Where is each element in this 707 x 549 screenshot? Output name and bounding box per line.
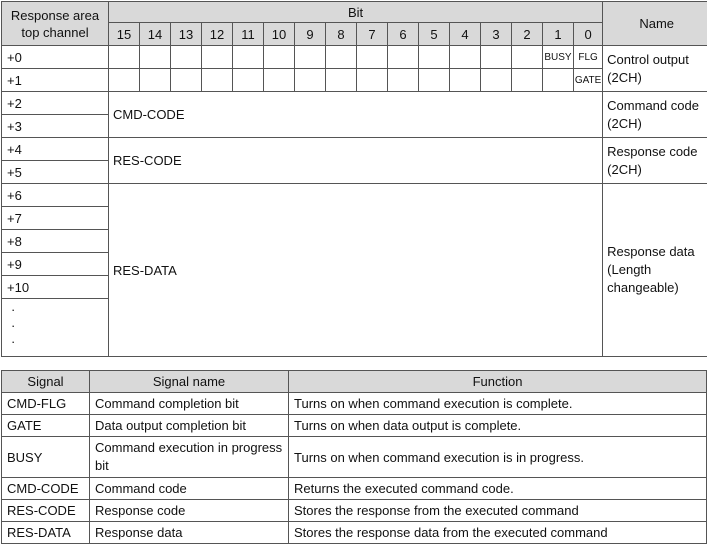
signal-cell: CMD-CODE xyxy=(2,478,90,500)
name-control-output: Control output (2CH) xyxy=(603,46,707,92)
signal-name-cell: Command code xyxy=(90,478,289,500)
bit-number: 11 xyxy=(233,23,264,46)
bit-cell xyxy=(481,46,512,69)
bit-number: 3 xyxy=(481,23,512,46)
signal-name-cell: Response data xyxy=(90,522,289,544)
channel-offset: +8 xyxy=(2,230,109,253)
bit-cell xyxy=(264,69,295,92)
response-area-table xyxy=(1,1,707,357)
bit-cell xyxy=(512,69,543,92)
bit-number: 12 xyxy=(202,23,233,46)
signal-name-cell: Data output completion bit xyxy=(90,415,289,437)
signal-table xyxy=(1,370,707,544)
bit-cell xyxy=(481,69,512,92)
bit-cell xyxy=(202,46,233,69)
channel-offset: +1 xyxy=(2,69,109,92)
channel-offset: +2 xyxy=(2,92,109,115)
function-cell: Turns on when command execution is complete. xyxy=(289,393,707,415)
bit-cell xyxy=(109,46,140,69)
bit-cell xyxy=(326,69,357,92)
bit-number: 8 xyxy=(326,23,357,46)
bit-cell xyxy=(419,46,450,69)
bit-number: 0 xyxy=(574,23,603,46)
channel-offset: +6 xyxy=(2,184,109,207)
channel-continuation-dots xyxy=(2,299,109,357)
bit-header: Bit xyxy=(109,2,603,23)
signal-name-header: Signal name xyxy=(90,371,289,393)
bit-cell xyxy=(388,46,419,69)
function-cell: Returns the executed command code. xyxy=(289,478,707,500)
signal-name-cell: Command completion bit xyxy=(90,393,289,415)
table-row xyxy=(2,437,707,478)
function-cell: Turns on when data output is complete. xyxy=(289,415,707,437)
signal-name-cell: Response code xyxy=(90,500,289,522)
function-cell: Stores the response data from the executed command xyxy=(289,522,707,544)
name-command-code: Command code (2CH) xyxy=(603,92,707,138)
signal-header: Signal xyxy=(2,371,90,393)
table-row xyxy=(2,500,707,522)
bit-cell xyxy=(295,69,326,92)
dot: · xyxy=(11,302,16,317)
function-cell: Stores the response from the executed command xyxy=(289,500,707,522)
bit-cell xyxy=(140,69,171,92)
bit-cell xyxy=(357,69,388,92)
field-res-code: RES-CODE xyxy=(109,138,603,184)
channel-offset: +3 xyxy=(2,115,109,138)
bit-number: 4 xyxy=(450,23,481,46)
name-header: Name xyxy=(603,2,707,46)
bit-cell xyxy=(295,46,326,69)
bit-number: 14 xyxy=(140,23,171,46)
bit-cell xyxy=(171,69,202,92)
channel-offset: +7 xyxy=(2,207,109,230)
bit-cell xyxy=(388,69,419,92)
signal-cell: GATE xyxy=(2,415,90,437)
function-header: Function xyxy=(289,371,707,393)
dot: · xyxy=(11,318,16,333)
table-row xyxy=(2,478,707,500)
bit-flg: FLG xyxy=(574,46,603,69)
response-area-top-channel-header: Response area top channel xyxy=(2,2,109,46)
bit-cell xyxy=(543,69,574,92)
bit-number: 1 xyxy=(543,23,574,46)
bit-cell xyxy=(109,69,140,92)
bit-busy: BUSY xyxy=(543,46,574,69)
signal-cell: CMD-FLG xyxy=(2,393,90,415)
bit-cell xyxy=(357,46,388,69)
signal-cell: RES-CODE xyxy=(2,500,90,522)
bit-number: 2 xyxy=(512,23,543,46)
signal-name-cell: Command execution in progress bit xyxy=(90,437,289,478)
bit-number: 5 xyxy=(419,23,450,46)
bit-cell xyxy=(171,46,202,69)
field-cmd-code: CMD-CODE xyxy=(109,92,603,138)
table-row xyxy=(2,415,707,437)
bit-number: 10 xyxy=(264,23,295,46)
bit-cell xyxy=(450,46,481,69)
bit-number: 9 xyxy=(295,23,326,46)
bit-cell xyxy=(512,46,543,69)
bit-number: 7 xyxy=(357,23,388,46)
channel-offset: +0 xyxy=(2,46,109,69)
table-row xyxy=(2,393,707,415)
channel-offset: +10 xyxy=(2,276,109,299)
bit-gate: GATE xyxy=(574,69,603,92)
channel-offset: +9 xyxy=(2,253,109,276)
bit-cell xyxy=(140,46,171,69)
bit-cell xyxy=(326,46,357,69)
bit-cell xyxy=(202,69,233,92)
bit-number: 13 xyxy=(171,23,202,46)
name-response-code: Response code (2CH) xyxy=(603,138,707,184)
function-cell: Turns on when command execution is in progress. xyxy=(289,437,707,478)
dot: · xyxy=(11,334,16,349)
bit-cell xyxy=(233,69,264,92)
bit-number: 6 xyxy=(388,23,419,46)
signal-cell: RES-DATA xyxy=(2,522,90,544)
bit-cell xyxy=(233,46,264,69)
field-res-data: RES-DATA xyxy=(109,184,603,357)
bit-cell xyxy=(264,46,295,69)
name-response-data: Response data (Length changeable) xyxy=(603,184,707,357)
channel-offset: +4 xyxy=(2,138,109,161)
table-row xyxy=(2,522,707,544)
bit-cell xyxy=(419,69,450,92)
bit-number: 15 xyxy=(109,23,140,46)
channel-offset: +5 xyxy=(2,161,109,184)
signal-cell: BUSY xyxy=(2,437,90,478)
bit-cell xyxy=(450,69,481,92)
